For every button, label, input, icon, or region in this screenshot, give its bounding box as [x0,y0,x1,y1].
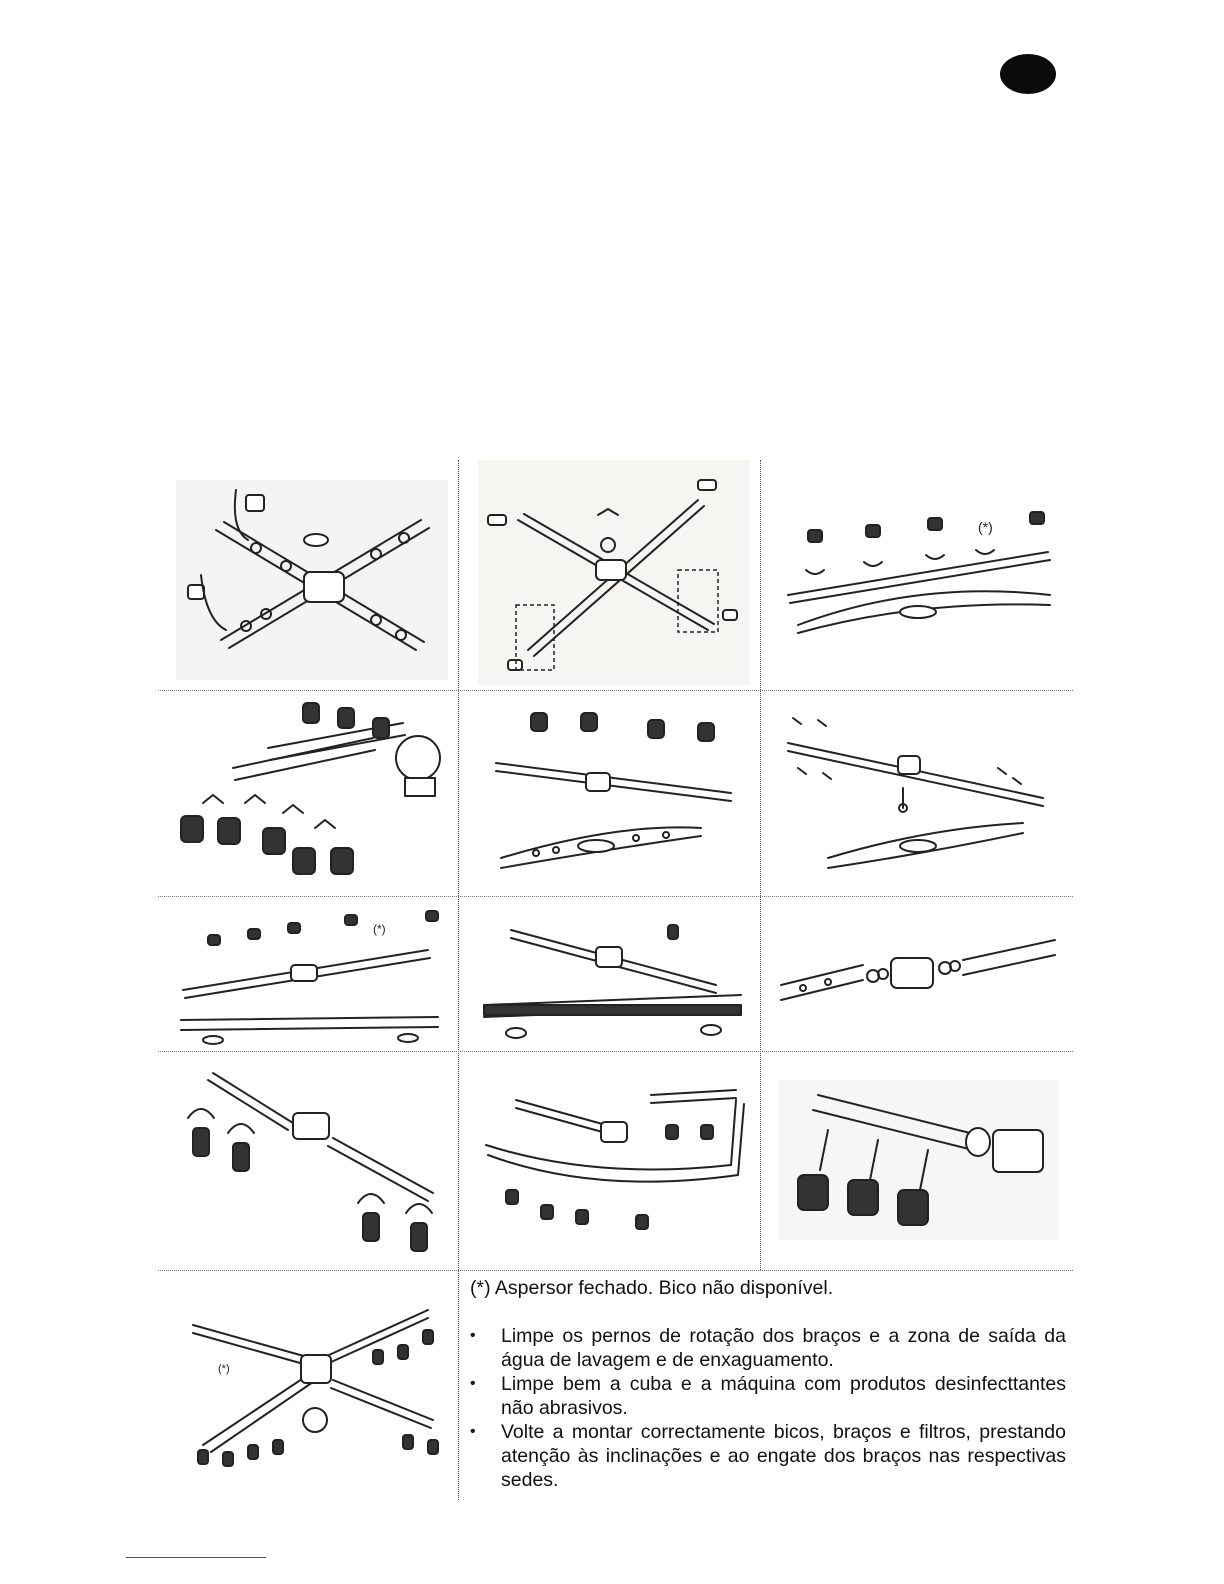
step-reassemble: • Volte a montar correctamente bicos, braços e filtros, prestando atenção às inclinações e ao engate dos braços nas respectivas sedes. [470,1420,1066,1492]
grid-row-divider [158,1051,1073,1052]
grid-row-divider [158,1270,1073,1271]
maintenance-notes [470,1276,1066,1492]
closed-nozzle-mark: (*) [218,1363,230,1375]
grid-divider-left [458,460,459,1500]
footer-rule [126,1557,266,1558]
figure-arm-exploded-hub [773,930,1063,1020]
figure-lower-straight-arm-closed [173,905,448,1045]
maintenance-steps-list [470,1324,1066,1492]
grid-divider-right [760,460,761,1270]
figure-cross-arm-many-nozzles [173,1300,448,1480]
figure-pipe-with-clips [778,708,1063,883]
figure-short-arm-three-nozzles [778,1080,1058,1240]
step-clean-tub: • Limpe bem a cuba e a máquina com produtos desinfecttantes não abrasivos. [470,1372,1066,1420]
figure-upper-pipe-lower-arm [476,708,756,883]
step-clean-pivots: • Limpe os pernos de rotação dos braços e a zona de saída da água de lavagem e de enxaguamento. [470,1324,1066,1372]
figure-u-pipe-nozzles [476,1070,756,1260]
figure-lower-dark-arm [476,905,756,1045]
closed-nozzle-note: (*) Aspersor fechado. Bico não disponível. [470,1277,834,1299]
grid-row-divider [158,690,1073,691]
figure-diagonal-pipe-nozzles [173,1058,448,1263]
figure-pipe-with-nozzles [173,698,448,890]
language-badge [1000,54,1056,94]
closed-nozzle-mark: (*) [373,922,386,936]
figure-cross-arm-nozzles [176,480,448,680]
closed-nozzle-mark: (*) [978,519,993,535]
figure-cross-arm-exploded [478,460,750,685]
figure-straight-arm-closed-nozzle [778,500,1058,650]
grid-row-divider [158,896,1073,897]
